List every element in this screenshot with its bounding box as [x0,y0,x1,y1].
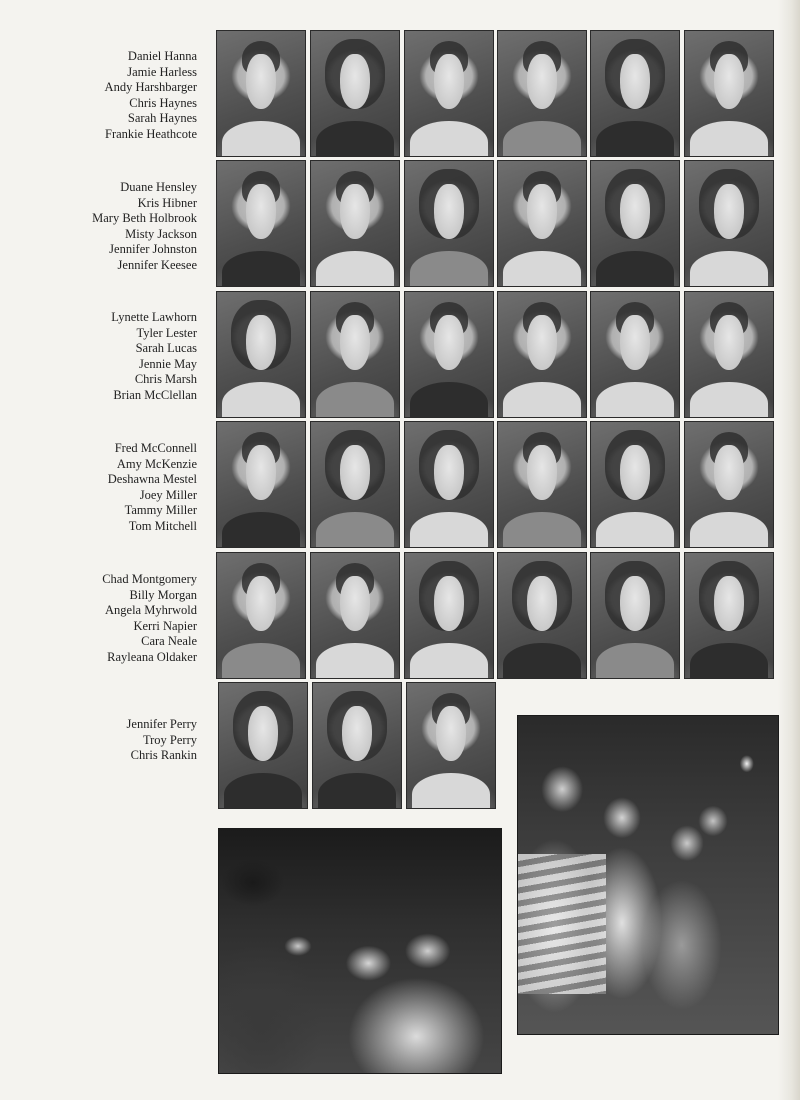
student-name: Jennifer Johnston [109,242,197,257]
student-name: Duane Hensley [120,180,197,194]
student-portrait [216,30,306,157]
student-portrait [684,30,774,157]
student-portrait [404,552,494,679]
student-portrait [684,160,774,287]
student-portrait [404,291,494,418]
student-name: Kris Hibner [137,195,197,210]
student-portrait [590,30,680,157]
student-name: Tammy Miller [124,503,197,518]
student-name: Angela Myhrwold [105,603,197,618]
student-name: Mary Beth Holbrook [92,211,197,226]
student-portrait [216,552,306,679]
student-name: Misty Jackson [125,226,197,241]
name-list-row-6 [60,717,197,764]
student-name: Chad Montgomery [102,572,197,586]
student-name: Cara Neale [141,634,197,649]
student-name: Rayleana Oldaker [107,649,197,664]
page-edge [778,0,800,1100]
candid-photo-students-bleachers [517,715,779,1035]
student-portrait [497,421,587,548]
student-portrait [310,160,400,287]
student-portrait [216,421,306,548]
name-list-row-5 [60,572,197,666]
student-name: Lynette Lawhorn [111,310,197,324]
student-portrait [310,552,400,679]
student-portrait [216,291,306,418]
student-name: Andy Harshbarger [104,80,197,95]
student-portrait [684,552,774,679]
student-name: Jennie May [139,356,197,371]
name-list-row-4 [60,441,197,535]
student-name: Frankie Heathcote [105,126,197,141]
student-name: Tom Mitchell [128,518,197,533]
student-name: Jennifer Perry [126,717,197,731]
student-portrait [590,291,680,418]
student-portrait [406,682,496,809]
candid-photo-students-gathering [218,828,502,1074]
student-name: Joey Miller [139,487,197,502]
student-portrait [590,552,680,679]
student-name: Sarah Haynes [127,111,197,126]
student-portrait [312,682,402,809]
student-name: Jennifer Keesee [117,257,197,272]
student-name: Fred McConnell [114,441,197,455]
student-portrait [590,160,680,287]
student-name: Daniel Hanna [127,49,197,63]
student-name: Chris Marsh [134,372,197,387]
student-portrait [684,421,774,548]
student-name: Tyler Lester [136,325,197,340]
student-name: Amy McKenzie [116,456,197,471]
student-portrait [590,421,680,548]
student-name: Troy Perry [142,732,197,747]
student-portrait [404,160,494,287]
student-portrait [497,552,587,679]
student-portrait [404,30,494,157]
student-portrait [216,160,306,287]
name-list-row-3 [60,310,197,404]
student-name: Kerri Napier [133,618,197,633]
student-portrait [684,291,774,418]
student-portrait [310,291,400,418]
student-name: Deshawna Mestel [107,472,197,487]
student-name: Billy Morgan [129,587,197,602]
student-portrait [497,30,587,157]
student-portrait [310,30,400,157]
student-portrait [310,421,400,548]
student-portrait [218,682,308,809]
student-name: Sarah Lucas [135,341,197,356]
student-portrait [404,421,494,548]
student-name: Chris Rankin [130,748,197,763]
student-name: Brian McClellan [113,387,197,402]
name-list-row-1 [60,49,197,143]
student-portrait [497,160,587,287]
name-list-row-2 [60,180,197,274]
student-name: Chris Haynes [129,95,197,110]
student-name: Jamie Harless [127,64,197,79]
student-portrait [497,291,587,418]
